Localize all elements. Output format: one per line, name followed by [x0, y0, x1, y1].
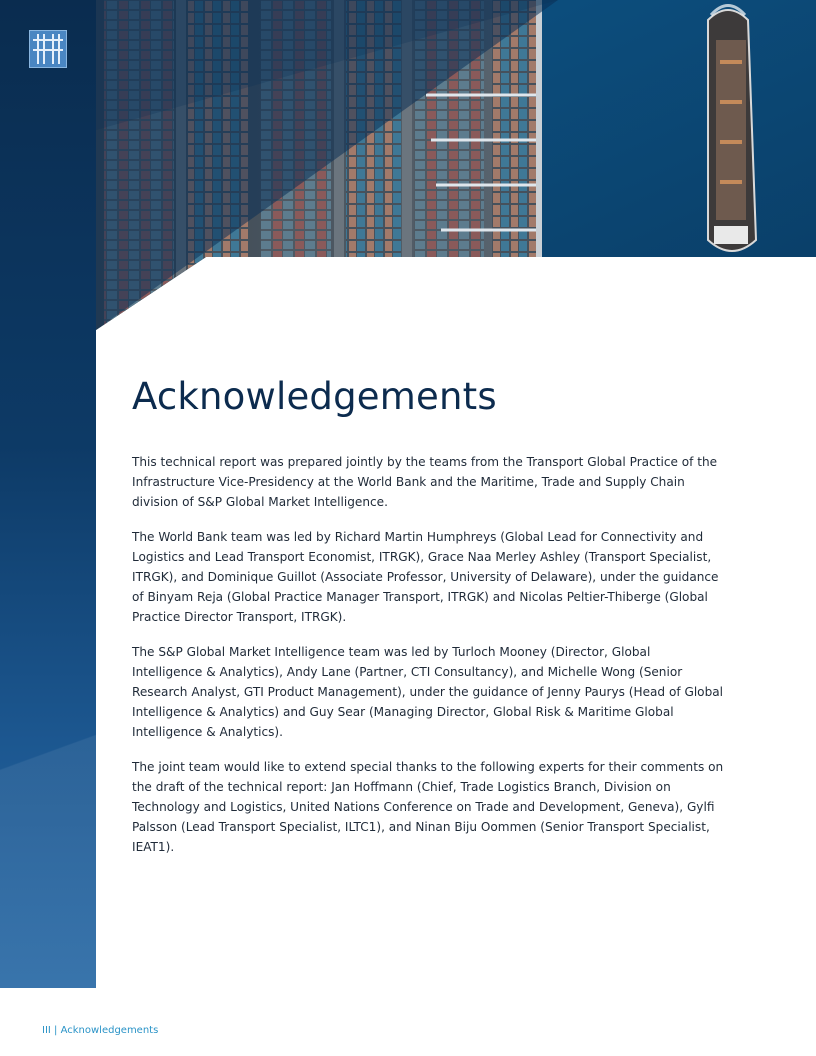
container-logo-icon — [29, 30, 67, 68]
main-content — [132, 375, 724, 872]
paragraph-thanks: The joint team would like to extend special thanks to the following experts for their comments on the draft of the technical report: Jan Hoffmann (Chief, Trade Logistics Branch, Division on Technology and Logistics, United Nations Conference on Trade and Development, Geneva), Gylfi Palsson (Lead Transport Specialist, ILTC1), and Ninan Biju Oommen (Senior Transport Specialist, IEAT1). — [132, 760, 724, 854]
ship — [708, 6, 756, 252]
hero-port-image — [96, 0, 816, 330]
page-footer: III | Acknowledgements — [42, 1025, 159, 1036]
page-title: Acknowledgements — [132, 375, 497, 418]
paragraph-world-bank-team: The World Bank team was led by Richard Martin Humphreys (Global Lead for Connectivity and Logistics and Lead Transport Economist, ITRGK), Grace Naa Merley Ashley (Transport Specialist, ITRGK), and Dominique Guillot (Associate Professor, University of Delaware), under the guidance of Binyam Reja (Global Practice Manager Transport, ITRGK) and Nicolas Peltier-Thiberge (Global Practice Director Transport, ITRGK). — [132, 530, 719, 624]
left-band-shade — [0, 600, 96, 988]
paragraph-intro: This technical report was prepared jointly by the teams from the Transport Global Practice of the Infrastructure Vice-Presidency at the World Bank and the Maritime, Trade and Supply Chain division of S&P Global Market Intelligence. — [132, 455, 718, 509]
paragraph-sp-global-team: The S&P Global Market Intelligence team was led by Turloch Mooney (Director, Global Intelligence & Analytics), Andy Lane (Partner, CTI Consultancy), and Michelle Wong (Senior Research Analyst, GTI Product Management), under the guidance of Jenny Paurys (Head of Global Intelligence & Analytics) and Guy Sear (Managing Director, Global Risk & Maritime Global Intelligence & Analytics). — [132, 645, 724, 739]
